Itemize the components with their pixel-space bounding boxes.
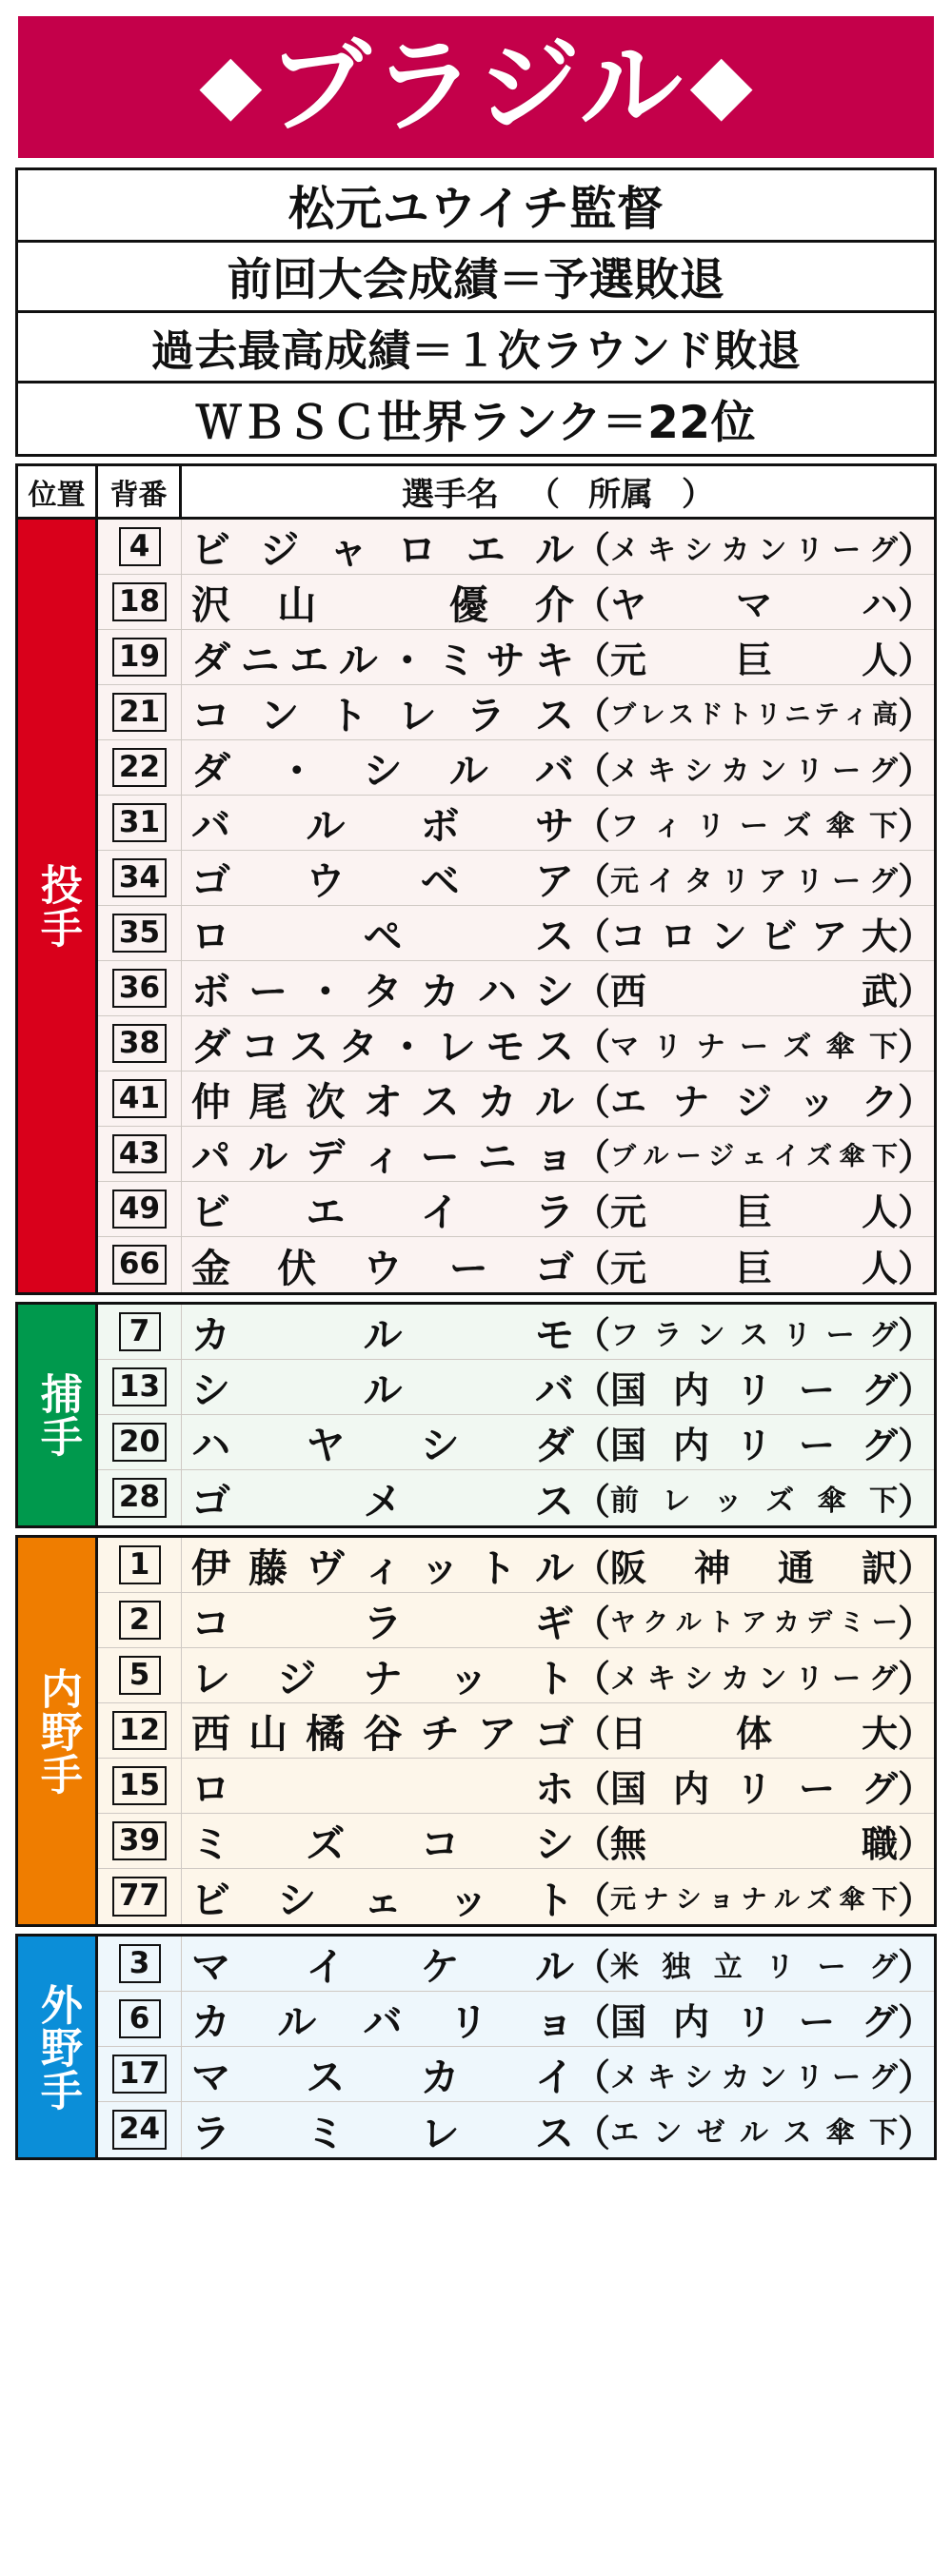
affiliation-paren-close: ） — [897, 860, 934, 902]
affiliation-text: ヤ マ ハ — [610, 584, 898, 626]
affiliation-paren-close: ） — [897, 584, 934, 626]
table-row[interactable] — [98, 1538, 934, 1593]
affiliation-paren-open: （ — [574, 971, 611, 1013]
player-affiliation — [574, 1594, 934, 1646]
player-name: 仲 尾 次 オ ス カ ル — [191, 1079, 574, 1125]
player-name: ゴ ウ ベ ア — [191, 858, 574, 904]
player-number: 15 — [112, 1766, 167, 1806]
table-row[interactable] — [98, 1593, 934, 1648]
group-label-text: 内野手 — [32, 1666, 82, 1796]
table-row[interactable] — [98, 796, 934, 851]
affiliation-paren-open: （ — [574, 1026, 611, 1068]
player-name: コ ラ ギ — [191, 1601, 574, 1646]
player-number-cell — [98, 740, 182, 795]
player-number-cell — [98, 1237, 182, 1292]
table-row[interactable] — [98, 630, 934, 685]
table-row[interactable] — [98, 1182, 934, 1237]
affiliation-text: 日 体 大 — [610, 1713, 898, 1755]
roster-group-pitchers — [15, 517, 937, 1295]
affiliation-paren-close: ） — [897, 1603, 934, 1644]
affiliation-paren-open: （ — [574, 1946, 611, 1988]
player-number: 43 — [112, 1134, 167, 1174]
group-label-text: 捕手 — [32, 1372, 82, 1458]
affiliation-paren-close: ） — [897, 1026, 934, 1068]
player-affiliation — [574, 741, 934, 794]
info-row-manager: 松元ユウイチ監督 — [18, 170, 934, 243]
player-number-cell — [98, 961, 182, 1015]
table-row[interactable] — [98, 1016, 934, 1072]
affiliation-paren-close: ） — [897, 695, 934, 737]
column-header-player-name: 選手名 — [402, 476, 499, 514]
player-number-cell — [98, 1127, 182, 1181]
player-number: 12 — [112, 1711, 167, 1751]
affiliation-text: エ ナ ジ ッ ク — [610, 1081, 898, 1123]
player-affiliation — [574, 962, 934, 1014]
affiliation-text: 元 巨 人 — [610, 1191, 898, 1233]
player-name: ロ ホ — [191, 1766, 574, 1812]
player-name: マ ス カ イ — [191, 2055, 574, 2100]
player-affiliation — [574, 1072, 934, 1125]
table-row[interactable] — [98, 1360, 934, 1415]
group-label-pitchers — [18, 520, 98, 1292]
player-number: 22 — [112, 748, 167, 788]
player-affiliation — [574, 576, 934, 628]
affiliation-paren-open: （ — [574, 1603, 611, 1644]
player-number: 38 — [112, 1024, 167, 1064]
player-number: 41 — [112, 1079, 167, 1119]
affiliation-paren-open: （ — [574, 1713, 611, 1755]
affiliation-text: 国 内 リ ー グ — [610, 2001, 898, 2043]
table-row[interactable] — [98, 1237, 934, 1292]
player-affiliation — [574, 1649, 934, 1701]
affiliation-paren-open: （ — [574, 529, 611, 571]
player-name: ボ ー ・ タ カ ハ シ — [191, 969, 574, 1014]
affiliation-paren-close: ） — [897, 1247, 934, 1289]
player-number: 4 — [119, 527, 161, 567]
player-number-cell — [98, 1703, 182, 1758]
diamond-right-icon: ◆ — [689, 35, 753, 131]
player-number-cell — [98, 1759, 182, 1813]
player-name: 伊 藤 ヴ ィ ッ ト ル — [191, 1545, 574, 1591]
affiliation-paren-open: （ — [574, 1081, 611, 1123]
roster-group-outfielders — [15, 1934, 937, 2160]
table-row[interactable] — [98, 740, 934, 796]
player-name: パ ル デ ィ ー ニ ョ — [191, 1134, 574, 1180]
player-affiliation — [574, 1937, 934, 1990]
affiliation-paren-open: （ — [574, 639, 611, 681]
player-affiliation — [574, 1539, 934, 1591]
affiliation-text: マ リ ナ ー ズ 傘 下 — [610, 1030, 898, 1064]
player-name: バ ル ボ サ — [191, 803, 574, 849]
affiliation-paren-open: （ — [574, 805, 611, 847]
affiliation-paren-open: （ — [574, 1314, 611, 1356]
affiliation-paren-close: ） — [897, 529, 934, 571]
table-row[interactable] — [98, 1470, 934, 1525]
affiliation-paren-close: ） — [897, 2056, 934, 2098]
affiliation-paren-open: （ — [574, 860, 611, 902]
affiliation-paren-open: （ — [574, 695, 611, 737]
player-number-cell — [98, 1182, 182, 1236]
affiliation-paren-close: ） — [897, 1369, 934, 1411]
player-affiliation — [574, 1361, 934, 1413]
player-number: 2 — [119, 1601, 161, 1641]
affiliation-paren-close: ） — [897, 1878, 934, 1921]
player-name: 沢 山 優 介 — [191, 582, 574, 628]
group-rows — [98, 520, 934, 1292]
affiliation-paren-close: ） — [897, 1658, 934, 1700]
affiliation-text: メ キ シ カ ン リ ー グ — [610, 2060, 898, 2094]
affiliation-text: 元 イ タ リ ア リ ー グ — [610, 864, 898, 898]
player-number: 34 — [112, 858, 167, 898]
affiliation-paren-close: ） — [897, 1081, 934, 1123]
affiliation-paren-close: ） — [897, 1136, 934, 1178]
player-number: 49 — [112, 1190, 167, 1229]
affiliation-paren-close: ） — [897, 639, 934, 681]
player-number: 3 — [119, 1944, 161, 1984]
player-number: 18 — [112, 582, 167, 622]
player-number-cell — [98, 1016, 182, 1071]
player-number: 21 — [112, 693, 167, 733]
roster-group-catchers — [15, 1302, 937, 1528]
player-number-cell — [98, 2102, 182, 2157]
affiliation-paren-close: ） — [897, 1713, 934, 1755]
player-affiliation — [574, 1416, 934, 1468]
affiliation-text: 国 内 リ ー グ — [610, 1425, 898, 1466]
group-label-outfielders — [18, 1937, 98, 2157]
table-row[interactable] — [98, 1127, 934, 1182]
player-name: 金 伏 ウ ー ゴ — [191, 1245, 574, 1291]
column-header-affiliation: 所属 — [588, 476, 653, 514]
column-header-position: 位置 — [18, 466, 98, 517]
player-number: 20 — [112, 1423, 167, 1463]
player-number-cell — [98, 1538, 182, 1592]
player-name: ビ ジ ャ ロ エ ル — [191, 527, 574, 573]
table-row[interactable] — [98, 1869, 934, 1924]
player-number-cell — [98, 796, 182, 850]
player-affiliation — [574, 1472, 934, 1524]
group-label-infielders — [18, 1538, 98, 1924]
affiliation-paren-open: （ — [574, 1247, 611, 1289]
affiliation-paren-close: ） — [897, 2001, 934, 2043]
player-number-cell — [98, 1360, 182, 1414]
player-affiliation — [574, 1760, 934, 1812]
affiliation-text: 西 武 — [610, 971, 898, 1013]
affiliation-text: 元 巨 人 — [610, 639, 898, 681]
table-row[interactable] — [98, 961, 934, 1016]
team-info-block — [15, 167, 937, 457]
player-number: 77 — [112, 1877, 167, 1917]
player-affiliation — [574, 1239, 934, 1291]
player-number-cell — [98, 1992, 182, 2046]
player-name: ゴ メ ス — [191, 1478, 574, 1524]
affiliation-paren-close: ） — [897, 971, 934, 1013]
table-row[interactable] — [98, 1072, 934, 1127]
player-number-cell — [98, 1593, 182, 1647]
player-affiliation — [574, 1128, 934, 1180]
player-number: 19 — [112, 638, 167, 678]
affiliation-text: 阪 神 通 訳 — [610, 1547, 898, 1589]
table-row[interactable] — [98, 575, 934, 630]
affiliation-paren-open: （ — [574, 1768, 611, 1810]
banner-inner — [199, 27, 753, 147]
affiliation-text: 米 独 立 リ ー グ — [610, 1950, 898, 1984]
affiliation-paren-open: （ — [574, 1878, 611, 1921]
affiliation-text: フ ィ リ ー ズ 傘 下 — [610, 809, 898, 843]
player-name: カ ル バ リ ョ — [191, 1999, 574, 2045]
player-affiliation — [574, 1815, 934, 1867]
column-header-name-affiliation — [182, 468, 934, 515]
affiliation-text: ブ レ ス ド ト リ ニ テ ィ 高 — [610, 700, 898, 730]
table-row[interactable] — [98, 851, 934, 906]
affiliation-paren-open: （ — [574, 1425, 611, 1466]
player-number: 1 — [119, 1545, 161, 1585]
affiliation-paren-open: （ — [574, 1547, 611, 1589]
player-affiliation — [574, 686, 934, 738]
affiliation-paren-open: （ — [574, 1480, 611, 1523]
affiliation-text: メ キ シ カ ン リ ー グ — [610, 533, 898, 567]
player-name: ビ エ イ ラ — [191, 1190, 574, 1235]
player-affiliation — [574, 2104, 934, 2156]
player-number: 6 — [119, 1999, 161, 2039]
player-affiliation — [574, 521, 934, 573]
player-number: 5 — [119, 1656, 161, 1696]
affiliation-text: フ ラ ン ス リ ー グ — [610, 1318, 898, 1352]
affiliation-paren-close: ） — [897, 1547, 934, 1589]
group-rows — [98, 1937, 934, 2157]
affiliation-text: コ ロ ン ビ ア 大 — [610, 915, 898, 957]
affiliation-text: ヤ ク ル ト ア カ デ ミ ー — [610, 1608, 898, 1638]
table-row[interactable] — [98, 1703, 934, 1759]
player-number-cell — [98, 1648, 182, 1702]
table-row[interactable] — [98, 685, 934, 740]
player-number: 35 — [112, 914, 167, 954]
table-row[interactable] — [98, 1415, 934, 1470]
player-name: 西 山 橘 谷 チ ア ゴ — [191, 1711, 574, 1757]
player-name: カ ル モ — [191, 1312, 574, 1358]
table-row[interactable] — [98, 1937, 934, 1992]
roster-groups — [15, 517, 937, 2160]
affiliation-paren-close: ） — [897, 1768, 934, 1810]
player-number-cell — [98, 685, 182, 739]
player-number: 17 — [112, 2055, 167, 2094]
player-number: 66 — [112, 1245, 167, 1285]
table-row[interactable] — [98, 520, 934, 575]
table-row[interactable] — [98, 2102, 934, 2157]
affiliation-paren-close: ） — [897, 1480, 934, 1523]
player-affiliation — [574, 1871, 934, 1923]
player-affiliation — [574, 1183, 934, 1235]
player-affiliation — [574, 852, 934, 904]
affiliation-paren-close: ） — [897, 1946, 934, 1988]
affiliation-text: 元 ナ シ ョ ナ ル ズ 傘 下 — [610, 1884, 898, 1915]
player-number: 28 — [112, 1478, 167, 1518]
affiliation-text: メ キ シ カ ン リ ー グ — [610, 754, 898, 788]
group-rows — [98, 1538, 934, 1924]
player-number-cell — [98, 1415, 182, 1469]
country-title: ブラジル — [268, 27, 684, 147]
affiliation-paren-open: （ — [574, 915, 611, 957]
player-number-cell — [98, 1072, 182, 1126]
player-number-cell — [98, 851, 182, 905]
affiliation-paren-close: ） — [897, 2112, 934, 2154]
affiliation-paren-close: ） — [897, 915, 934, 957]
player-number-cell — [98, 630, 182, 684]
diamond-left-icon: ◆ — [199, 35, 263, 131]
player-number: 39 — [112, 1821, 167, 1861]
affiliation-paren-open: （ — [574, 2112, 611, 2154]
affiliation-paren-close: ） — [897, 1823, 934, 1865]
affiliation-paren-open: （ — [574, 2001, 611, 2043]
info-row-world-ranking: ＷＢＳＣ世界ランク＝22位 — [196, 396, 756, 449]
affiliation-paren-open: （ — [574, 2056, 611, 2098]
player-affiliation — [574, 796, 934, 849]
column-header-paren-open: （ — [527, 476, 560, 514]
player-number: 7 — [119, 1312, 161, 1352]
group-rows — [98, 1305, 934, 1525]
affiliation-text: 無 職 — [610, 1823, 898, 1865]
player-number-cell — [98, 2047, 182, 2101]
player-affiliation — [574, 1017, 934, 1070]
table-row[interactable] — [98, 906, 934, 961]
player-affiliation — [574, 1306, 934, 1358]
player-name: ビ シ ェ ッ ト — [191, 1877, 574, 1923]
player-name: マ イ ケ ル — [191, 1944, 574, 1990]
roster-group-infielders — [15, 1535, 937, 1927]
player-name: レ ジ ナ ッ ト — [191, 1656, 574, 1701]
table-row[interactable] — [98, 1648, 934, 1703]
player-name: コ ン ト レ ラ ス — [191, 693, 574, 738]
affiliation-paren-close: ） — [897, 805, 934, 847]
affiliation-text: 前 レ ッ ズ 傘 下 — [610, 1485, 898, 1518]
affiliation-text: ブ ル ー ジ ェ イ ズ 傘 下 — [610, 1142, 898, 1171]
player-name: シ ル バ — [191, 1367, 574, 1413]
player-name: ミ ズ コ シ — [191, 1821, 574, 1867]
affiliation-paren-open: （ — [574, 750, 611, 792]
player-affiliation — [574, 631, 934, 683]
player-number: 31 — [112, 803, 167, 843]
affiliation-paren-open: （ — [574, 584, 611, 626]
affiliation-paren-open: （ — [574, 1823, 611, 1865]
info-row-previous-result: 前回大会成績＝予選敗退 — [18, 243, 934, 313]
player-number: 13 — [112, 1367, 167, 1407]
table-row[interactable] — [98, 1992, 934, 2047]
affiliation-paren-close: ） — [897, 750, 934, 792]
player-number-cell — [98, 1470, 182, 1525]
player-affiliation — [574, 907, 934, 959]
affiliation-paren-open: （ — [574, 1658, 611, 1700]
column-header-paren-close: ） — [682, 476, 714, 514]
player-affiliation — [574, 2048, 934, 2100]
player-number-cell — [98, 1937, 182, 1991]
player-number: 36 — [112, 969, 167, 1009]
affiliation-text: メ キ シ カ ン リ ー グ — [610, 1662, 898, 1696]
info-row-best-result: 過去最高成績＝１次ラウンド敗退 — [18, 313, 934, 383]
player-name: ラ ミ レ ス — [191, 2110, 574, 2156]
affiliation-paren-open: （ — [574, 1136, 611, 1178]
table-row[interactable] — [98, 2047, 934, 2102]
player-name: ロ ペ ス — [191, 914, 574, 959]
player-number-cell — [98, 575, 182, 629]
player-name: ダ ニ エ ル ・ ミ サ キ — [191, 638, 574, 683]
affiliation-text: 国 内 リ ー グ — [610, 1369, 898, 1411]
table-row[interactable] — [98, 1814, 934, 1869]
group-label-text: 投手 — [32, 863, 82, 949]
player-name: ダ ・ シ ル バ — [191, 748, 574, 794]
player-number: 24 — [112, 2110, 167, 2150]
player-affiliation — [574, 1704, 934, 1757]
player-number-cell — [98, 1814, 182, 1868]
player-affiliation — [574, 1993, 934, 2045]
roster-column-header — [15, 463, 937, 517]
player-name: ハ ヤ シ ダ — [191, 1423, 574, 1468]
affiliation-paren-close: ） — [897, 1425, 934, 1466]
affiliation-text: 元 巨 人 — [610, 1247, 898, 1289]
table-row[interactable] — [98, 1759, 934, 1814]
affiliation-text: エ ン ゼ ル ス 傘 下 — [610, 2116, 898, 2150]
player-number-cell — [98, 1305, 182, 1359]
country-banner — [15, 13, 937, 161]
player-number-cell — [98, 520, 182, 574]
player-name: ダ コ ス タ ・ レ モ ス — [191, 1024, 574, 1070]
group-label-catchers — [18, 1305, 98, 1525]
column-header-number: 背番 — [98, 466, 182, 517]
group-label-text: 外野手 — [32, 1982, 82, 2112]
affiliation-text: 国 内 リ ー グ — [610, 1768, 898, 1810]
player-number-cell — [98, 1869, 182, 1924]
affiliation-paren-open: （ — [574, 1369, 611, 1411]
affiliation-paren-close: ） — [897, 1314, 934, 1356]
player-number-cell — [98, 906, 182, 960]
table-row[interactable] — [98, 1305, 934, 1360]
affiliation-paren-close: ） — [897, 1191, 934, 1233]
affiliation-paren-open: （ — [574, 1191, 611, 1233]
